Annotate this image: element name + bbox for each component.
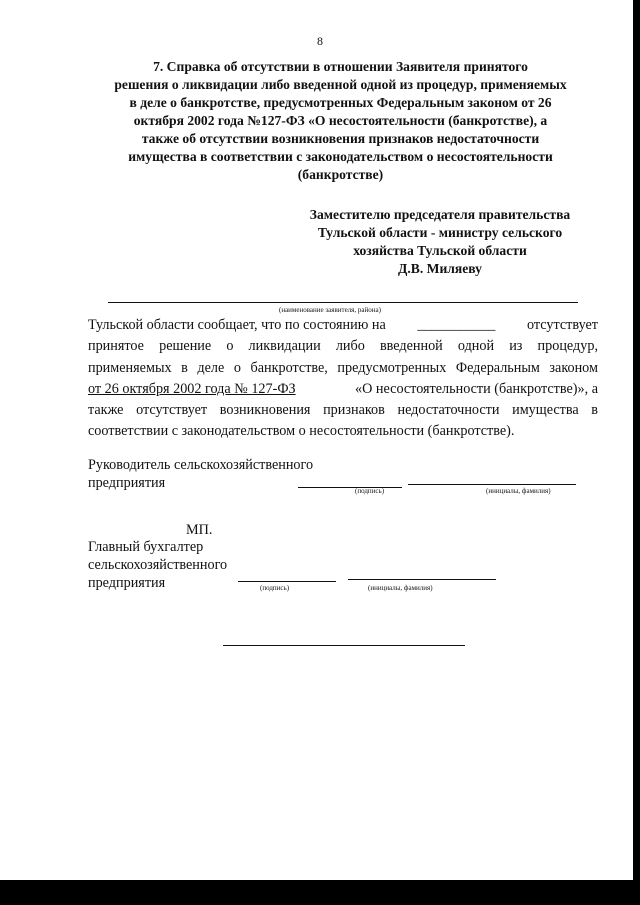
accountant-name-line xyxy=(348,579,496,580)
body-line1-start: Тульской области сообщает, что по состоянию на xyxy=(88,317,386,333)
head-signature-line xyxy=(298,487,402,488)
addressee-line: хозяйства Тульской области xyxy=(353,243,527,258)
body-line1-end: отсутствует xyxy=(527,317,598,333)
title-line: решения о ликвидации либо введенной одной из процедур, применяемых xyxy=(114,77,567,92)
page-number: 8 xyxy=(317,34,323,48)
accountant-name-caption: (инициалы, фамилия) xyxy=(368,584,433,592)
title-line: имущества в соответствии с законодательством о несостоятельности xyxy=(128,149,553,164)
body-line: принятое решение о ликвидации либо введенной одной из процедур, xyxy=(88,338,598,355)
head-label-line2: предприятия xyxy=(88,475,166,491)
body-line: также отсутствует возникновения признаков недостаточности имущества в xyxy=(88,402,598,419)
statement-body xyxy=(88,315,598,443)
law-reference: от 26 октября 2002 года № 127-ФЗ xyxy=(88,380,296,397)
title-line: 7. Справка об отсутствии в отношении Заявителя принятого xyxy=(153,59,528,74)
addressee-block xyxy=(284,206,596,278)
title-line: (банкротстве) xyxy=(297,167,384,182)
head-name-caption: (инициалы, фамилия) xyxy=(486,487,551,495)
accountant-signature-caption: (подпись) xyxy=(260,584,290,592)
title-line: октября 2002 года №127-ФЗ «О несостоятельности (банкротстве), а xyxy=(133,113,548,128)
body-line xyxy=(88,379,598,400)
head-signature-caption: (подпись) xyxy=(355,487,385,495)
scan-bottom-bar xyxy=(0,880,640,905)
addressee-line: Д.В. Миляеву xyxy=(398,261,482,276)
document-title xyxy=(88,58,593,184)
applicant-caption: (наименование заявителя, района) xyxy=(279,306,381,314)
accountant-label-line2: сельскохозяйственного xyxy=(88,557,228,573)
stamp-placeholder: МП. xyxy=(186,522,213,538)
addressee-line: Заместителю председателя правительства xyxy=(309,207,571,222)
body-line: соответствии с законодательством о несостоятельности (банкротстве). xyxy=(88,423,515,440)
scan-edge xyxy=(633,0,640,880)
body-line xyxy=(88,315,598,336)
head-label-line1: Руководитель сельскохозяйственного xyxy=(88,457,314,473)
footer-separator xyxy=(223,645,465,646)
body-line: применяемых в деле о банкротстве, предусмотренных Федеральным законом xyxy=(88,359,598,376)
date-blank: ___________ xyxy=(417,317,496,333)
body-line4-rest: «О несостоятельности (банкротстве)», а xyxy=(355,380,598,397)
accountant-label-line3: предприятия xyxy=(88,575,166,591)
applicant-name-line xyxy=(108,302,578,303)
title-line: также об отсутствии возникновения признаков недостаточности xyxy=(141,131,540,146)
title-line: в деле о банкротстве, предусмотренных Федеральным законом от 26 xyxy=(129,95,552,110)
head-name-line xyxy=(408,484,576,485)
accountant-signature-line xyxy=(238,581,336,582)
addressee-line: Тульской области - министру сельского xyxy=(317,225,563,240)
accountant-label-line1: Главный бухгалтер xyxy=(88,539,204,555)
